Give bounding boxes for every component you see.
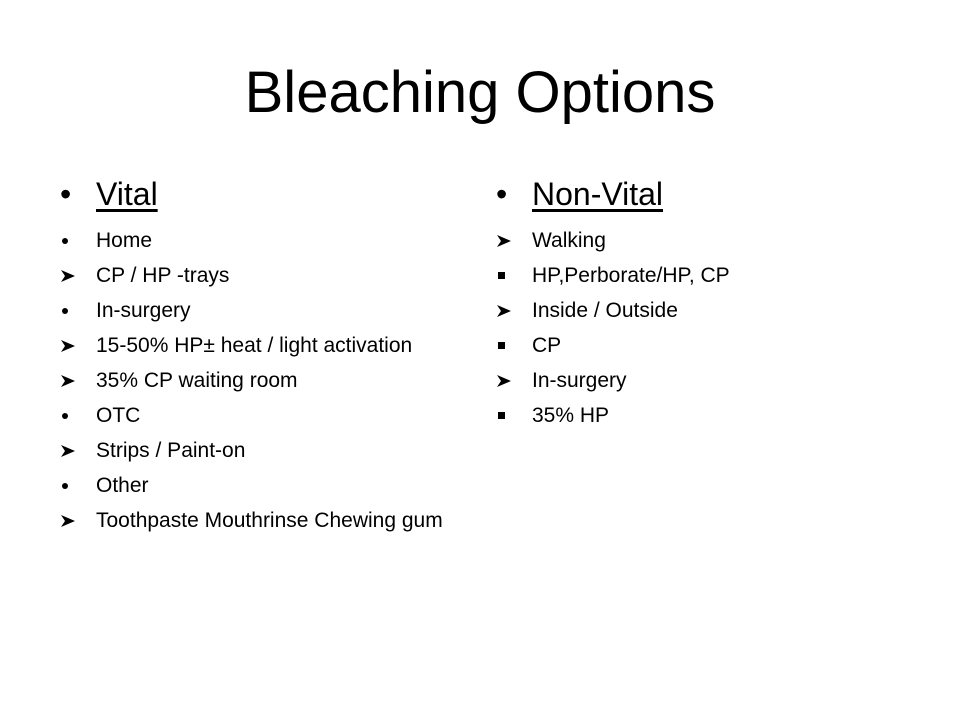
list-item	[60, 229, 460, 253]
list-item-text: Strips / Paint-on	[96, 439, 246, 462]
heading-vital	[60, 172, 460, 218]
list-item	[496, 264, 896, 288]
list-item	[60, 404, 460, 428]
heading-label: Vital	[96, 176, 158, 212]
list-item	[496, 369, 896, 393]
list-item	[496, 299, 896, 323]
list-item	[60, 439, 460, 463]
list-vital	[60, 229, 460, 533]
list-item	[496, 334, 896, 358]
list-item-text: CP / HP -trays	[96, 264, 230, 287]
list-item-text: CP	[532, 334, 562, 357]
list-item	[496, 404, 896, 428]
list-item	[60, 474, 460, 498]
list-item-text: 35% HP	[532, 404, 610, 427]
bullet-dot-icon: •	[60, 176, 72, 212]
list-item-text: In-surgery	[96, 299, 191, 322]
list-item-text: OTC	[96, 404, 141, 427]
heading-label: Non-Vital	[532, 176, 664, 212]
list-item-text: 15-50% HP± heat / light activation	[96, 334, 413, 357]
column-non-vital	[496, 172, 896, 428]
list-item-text: Home	[96, 229, 153, 252]
list-item-text: Toothpaste Mouthrinse Chewing gum	[96, 509, 443, 532]
list-item	[496, 229, 896, 253]
list-item-text: Walking	[532, 229, 606, 252]
list-item-text: Other	[96, 474, 149, 497]
list-item-text: HP,Perborate/HP, CP	[532, 264, 730, 287]
list-item	[60, 264, 460, 288]
list-non-vital	[496, 229, 896, 428]
list-item-text: 35% CP waiting room	[96, 369, 298, 392]
list-item	[60, 334, 460, 358]
bullet-dot-icon: •	[496, 176, 508, 212]
column-vital	[60, 172, 460, 533]
heading-non-vital	[496, 172, 896, 218]
list-item-text: In-surgery	[532, 369, 627, 392]
list-item-text: Inside / Outside	[532, 299, 678, 322]
list-item	[60, 369, 460, 393]
slide-title: Bleaching Options	[244, 60, 716, 125]
list-item	[60, 509, 460, 533]
list-item	[60, 299, 460, 323]
